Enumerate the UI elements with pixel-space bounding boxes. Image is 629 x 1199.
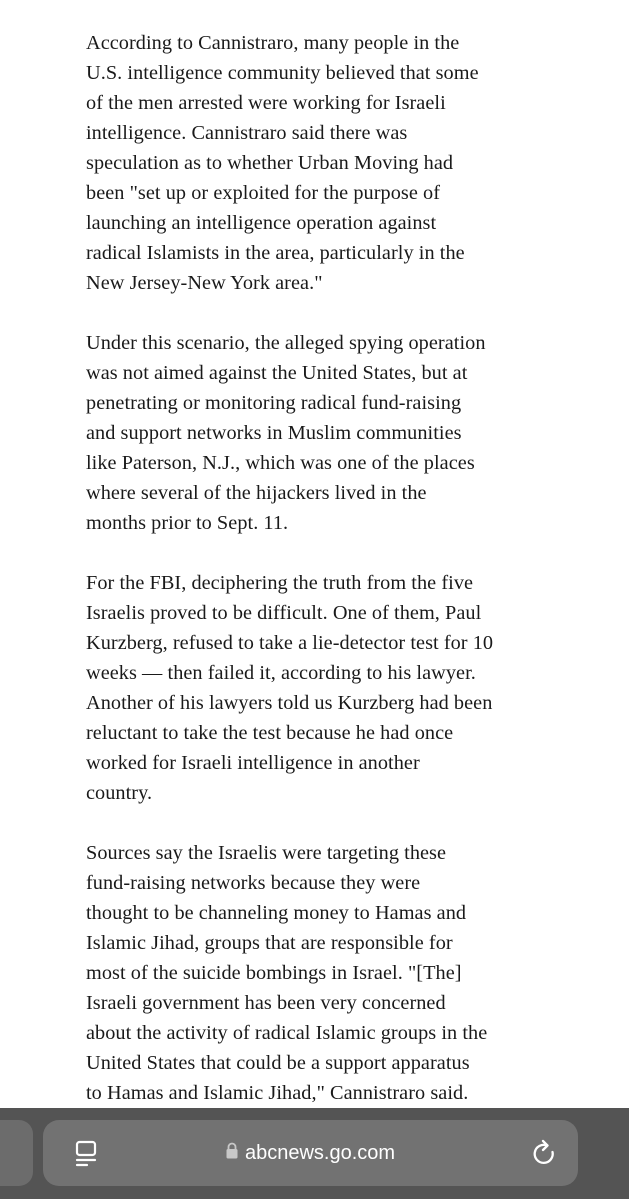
paragraph-line: been "set up or exploited for the purpose of [86, 182, 441, 204]
reload-icon[interactable] [530, 1138, 558, 1173]
lock-icon [226, 1142, 238, 1165]
article-paragraph [86, 568, 606, 808]
address-bar[interactable] [43, 1120, 578, 1186]
paragraph-line: launching an intelligence operation against [86, 212, 437, 234]
paragraph-line: country. [86, 782, 153, 804]
paragraph-line: radical Islamists in the area, particularly in the [86, 242, 465, 264]
paragraph-line: Another of his lawyers told us Kurzberg had been [86, 692, 493, 714]
article-paragraph [86, 328, 606, 538]
paragraph-line: U.S. intelligence community believed that some [86, 62, 479, 84]
paragraph-line: penetrating or monitoring radical fund-raising [86, 392, 462, 414]
article-paragraph [86, 28, 606, 298]
paragraph-line: weeks — then failed it, according to his lawyer. [86, 662, 476, 684]
article-body [86, 28, 606, 1138]
browser-toolbar [0, 1108, 629, 1199]
paragraph-line: about the activity of radical Islamic groups in the [86, 1022, 488, 1044]
paragraph-line: where several of the hijackers lived in the [86, 482, 427, 504]
paragraph-line: Islamic Jihad, groups that are responsible for [86, 932, 453, 954]
paragraph-line: Kurzberg, refused to take a lie-detector test for 10 [86, 632, 494, 654]
paragraph-line: most of the suicide bombings in Israel. "[The] [86, 962, 462, 984]
previous-tab-pill[interactable] [0, 1120, 33, 1186]
paragraph-line: speculation as to whether Urban Moving had [86, 152, 454, 174]
paragraph-line: to Hamas and Islamic Jihad," Cannistraro said. [86, 1082, 469, 1104]
paragraph-line: like Paterson, N.J., which was one of the places [86, 452, 475, 474]
paragraph-line: and support networks in Muslim communities [86, 422, 462, 444]
paragraph-line: reluctant to take the test because he had once [86, 722, 454, 744]
paragraph-line: months prior to Sept. 11. [86, 512, 289, 534]
paragraph-line: worked for Israeli intelligence in another [86, 752, 420, 774]
paragraph-line: was not aimed against the United States, but at [86, 362, 468, 384]
paragraph-line: thought to be channeling money to Hamas and [86, 902, 467, 924]
paragraph-line: fund-raising networks because they were [86, 872, 421, 894]
paragraph-line: New Jersey-New York area." [86, 272, 323, 294]
paragraph-line: Under this scenario, the alleged spying operation [86, 332, 486, 354]
paragraph-line: Israeli government has been very concerned [86, 992, 446, 1014]
paragraph-line: United States that could be a support apparatus [86, 1052, 470, 1074]
paragraph-line: For the FBI, deciphering the truth from the five [86, 572, 474, 594]
article-paragraph [86, 838, 606, 1108]
url-text[interactable]: abcnews.go.com [244, 1141, 396, 1164]
paragraph-line: Sources say the Israelis were targeting these [86, 842, 447, 864]
paragraph-line: Israelis proved to be difficult. One of them, Paul [86, 602, 482, 624]
paragraph-line: of the men arrested were working for Israeli [86, 92, 446, 114]
paragraph-line: According to Cannistraro, many people in the [86, 32, 460, 54]
paragraph-line: intelligence. Cannistraro said there was [86, 122, 408, 144]
